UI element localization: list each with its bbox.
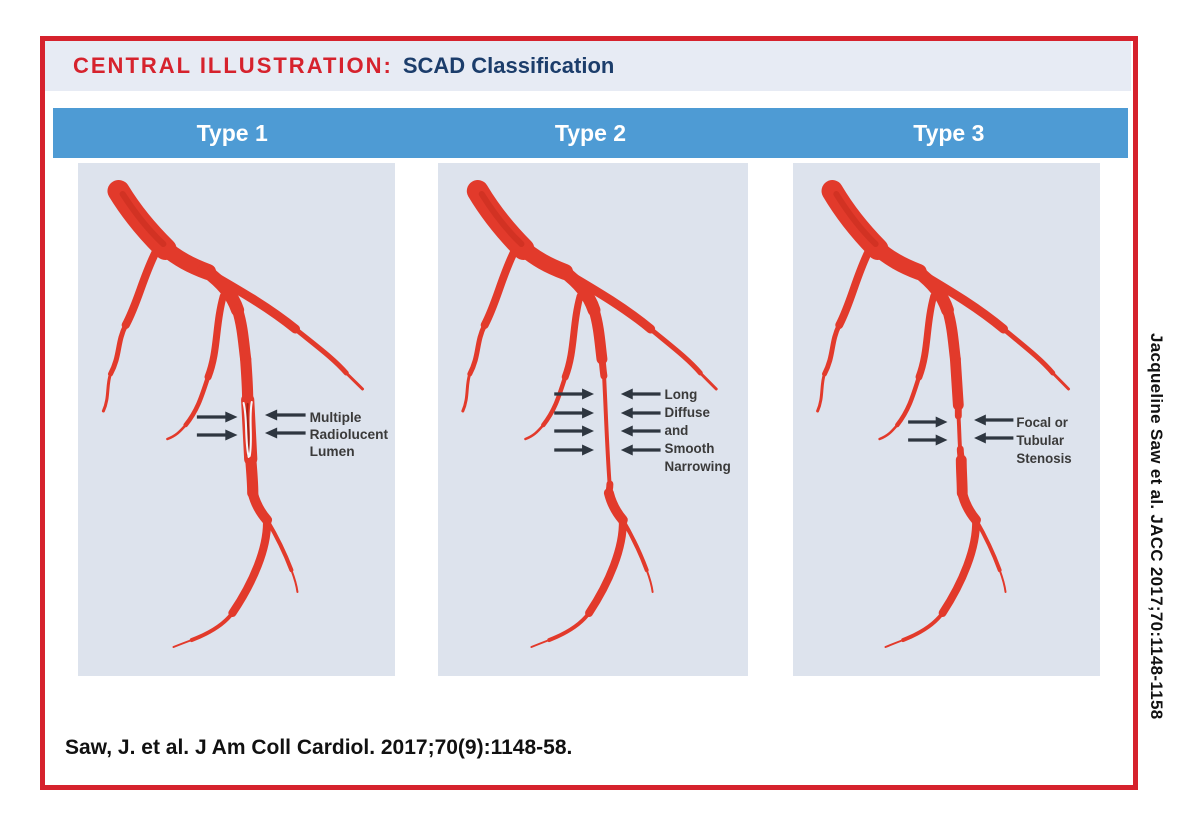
arrow-right-icon — [554, 445, 594, 456]
annotation-line: Lumen — [309, 444, 355, 459]
annotation-line: Focal or — [1016, 414, 1068, 431]
annotation-line: Stenosis — [1016, 450, 1072, 467]
arrow-left-icon — [621, 426, 661, 437]
panel-type-2 — [438, 163, 748, 676]
figure-title: SCAD Classification — [402, 53, 615, 78]
citation: Saw, J. et al. J Am Coll Cardiol. 2017;70(9):1148-58. — [65, 736, 573, 759]
arrow-left-icon — [974, 433, 1013, 444]
central-illustration-label: CENTRAL ILLUSTRATION: — [73, 53, 393, 78]
arrow-right-icon — [908, 435, 947, 446]
arrow-right-icon — [197, 412, 238, 423]
arrow-left-icon — [621, 408, 661, 419]
artery-illustration-type-3 — [793, 163, 1100, 676]
arrow-right-icon — [554, 426, 594, 437]
panel-type-1 — [78, 163, 395, 676]
annotation-text-type-3 — [1016, 415, 1071, 466]
lesion-focal-tubular-stenosis — [955, 359, 962, 493]
annotation-line: Tubular — [1016, 432, 1065, 449]
arrow-left-icon — [265, 410, 306, 421]
arrow-left-icon — [974, 415, 1013, 426]
type-header-bar — [53, 108, 1128, 158]
arrow-right-icon — [908, 417, 947, 428]
annotation-text-type-2 — [665, 387, 731, 474]
lesion-multiple-radiolucent-lumen — [244, 359, 253, 493]
artery-illustration-type-1 — [78, 163, 395, 676]
type-1-header: Type 1 — [196, 119, 268, 146]
annotation-line: Long — [664, 386, 698, 403]
type-3-header: Type 3 — [913, 119, 985, 146]
annotation-line: Narrowing — [664, 458, 731, 475]
arrow-left-icon — [265, 428, 306, 439]
arrow-right-icon — [197, 430, 238, 441]
arrow-left-icon — [621, 445, 661, 456]
figure-title-bar — [45, 41, 1131, 91]
annotation-line: Radiolucent — [309, 427, 389, 442]
panel-type-3 — [793, 163, 1100, 676]
artery-illustration-type-2 — [438, 163, 748, 676]
annotation-line: Smooth — [664, 440, 715, 457]
annotation-line: Multiple — [309, 410, 362, 425]
annotation-line: Diffuse — [664, 404, 710, 421]
lesion-long-diffuse-smooth-narrowing — [602, 359, 610, 494]
type-2-header: Type 2 — [554, 119, 627, 146]
side-credit: Jacqueline Saw et al. JACC 2017;70:1148-1158 — [1147, 333, 1166, 720]
arrow-right-icon — [554, 408, 594, 419]
arrow-left-icon — [621, 389, 661, 400]
annotation-line: and — [664, 422, 689, 439]
annotation-text-type-1 — [310, 410, 389, 459]
